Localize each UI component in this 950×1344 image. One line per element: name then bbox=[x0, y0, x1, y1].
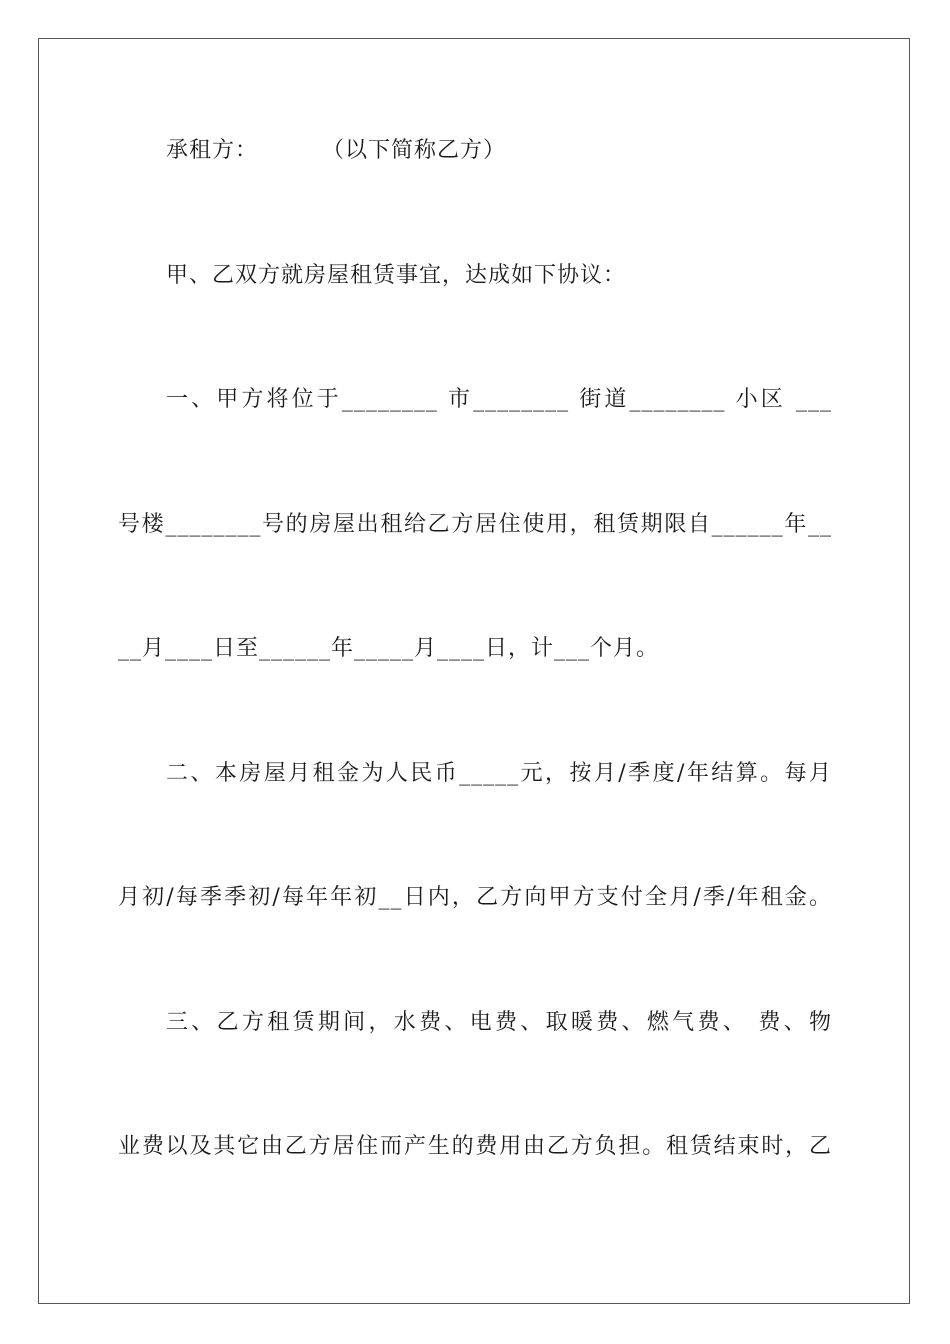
clause-2-line-1: 二、本房屋月租金为人民币_____元，按月/季度/年结算。每月 bbox=[166, 761, 832, 786]
lessee-line: 承租方： （以下简称乙方） bbox=[166, 138, 506, 163]
clause-1-line-3: __月____日至______年_____月____日，计___个月。 bbox=[118, 636, 660, 661]
clause-1-line-1: 一、甲方将位于________ 市________ 街道________ 小区 ___ bbox=[166, 387, 832, 412]
clause-3-line-2: 业费以及其它由乙方居住而产生的费用由乙方负担。租赁结束时，乙 bbox=[118, 1134, 832, 1159]
clause-1-line-2: 号楼________号的房屋出租给乙方居住使用，租赁期限自______年__ bbox=[118, 512, 832, 537]
page-frame bbox=[38, 38, 910, 1304]
clause-3-line-1: 三、乙方租赁期间，水费、电费、取暖费、燃气费、 费、物 bbox=[166, 1010, 832, 1035]
agreement-intro-line: 甲、乙双方就房屋租赁事宜，达成如下协议： bbox=[166, 263, 627, 288]
clause-2-line-2: 月初/每季季初/每年年初__日内，乙方向甲方支付全月/季/年租金。 bbox=[118, 885, 832, 910]
